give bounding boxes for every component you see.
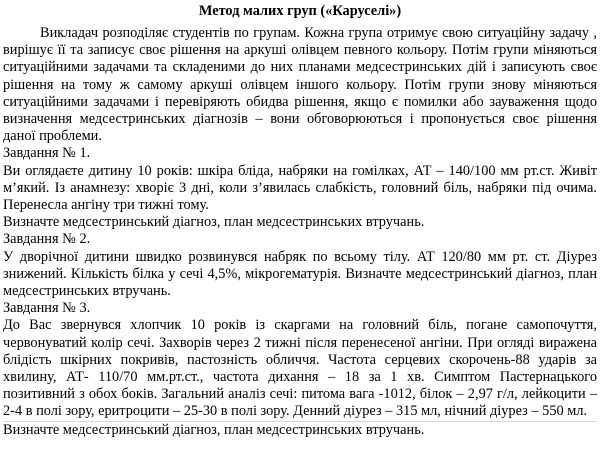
task-2-heading: Завдання № 2. [3, 231, 91, 248]
document-page [0, 2, 600, 439]
task-3-heading: Завдання № 3. [3, 300, 91, 317]
intro-paragraph: Викладач розподіляє студентів по групам. Кожна група отримує свою ситуаційну задачу , вирішує її та записує своє рішення на аркуші олівцем певного кольору. Потім групи міняються ситуаційними задачами та складеними до них планами медсестринських дій і записують своє рішення на тому ж самому аркуші олівцем іншого кольору. Потім групи знову міняються ситуаційними задачами і перевіряють обидва рішення, якщо є помилки або зауваження щодо визначення медсестринських діагнозів – вони обговорюються і пропонується своє рішення даної проблеми. [3, 25, 597, 145]
document-title: Метод малих груп («Каруселі») [198, 3, 402, 19]
task-1-body: Ви оглядаєте дитину 10 років: шкіра бліда, набряки на гомілках, АТ – 140/100 мм рт.ст. Живіт м’який. Із анамнезу: хворіє 3 дні, коли з’явилась слабкість, головний біль, набряки під очима. Перенесла ангіну три тижні тому. [3, 162, 597, 214]
task-1-question: Визначте медсестринський діагноз, план медсестринських втручань. [3, 214, 425, 231]
task-2-body: У дворічної дитини швидко розвинувся набряк по всьому тілу. АТ 120/80 мм рт. ст. Діурез знижений. Кількість білка у сечі 4,5%, мікрогематурія. Визначте медсестринський діагноз, план медсестринських втручань. [3, 248, 597, 300]
task-3-question: Визначте медсестринський діагноз, план медсестринських втручань. [3, 421, 425, 438]
task-3-body: До Вас звернувся хлопчик 10 років із скаргами на головний біль, погане самопочуття, червонуватий колір сечі. Захворів через 2 тижні після перенесеної ангіни. При огляді виражена блідість шкірних покривів, пастозність обличчя. Частота серцевих скорочень-88 ударів за хвилину, АТ- 110/70 мм.рт.ст., частота дихання – 18 за 1 хв. Симптом Пастернацького позитивний з обох боків. Загальний аналіз сечі: питома вага -1012, білок – 2,97 г/л, лейкоцити – 2-4 в полі зору, еритроцити – 25-30 в полі зору. Денний діурез – 315 мл, нічний діурез – 550 мл. [3, 317, 597, 420]
task-1-heading: Завдання № 1. [3, 145, 91, 162]
